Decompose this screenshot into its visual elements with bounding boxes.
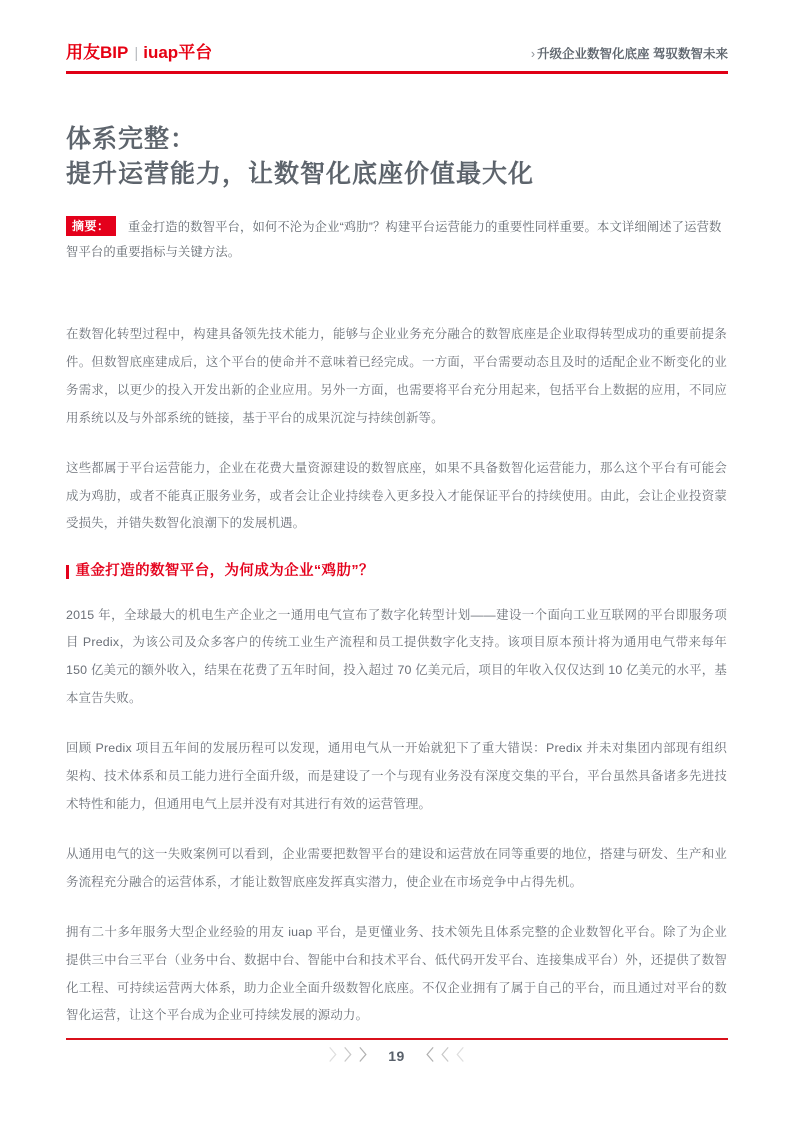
header-tagline-text: 升级企业数智化底座 驾驭数智未来 <box>537 47 728 61</box>
brand-logo <box>66 44 212 61</box>
chevron-left-icon: 〈 <box>433 1047 449 1064</box>
heading-bar-icon <box>66 565 69 579</box>
header-tagline <box>531 48 728 61</box>
page-title <box>66 122 736 191</box>
page-number: 19 <box>388 1047 405 1064</box>
abstract-block <box>66 215 732 265</box>
logo-primary-text: 用友BIP <box>66 43 129 62</box>
page-title-line-1: 体系完整： <box>66 125 197 153</box>
chevron-right-icon: 〉 <box>329 1047 345 1064</box>
footer-divider <box>66 1038 728 1040</box>
body-paragraph: 从通用电气的这一失败案例可以看到，企业需要把数智平台的建设和运营放在同等重要的地位，搭建与研发、生产和业务流程充分融合的运营体系，才能让数智底座发挥真实潜力，使企业在市场竞争中占得先机。 <box>66 846 727 889</box>
article-body <box>66 321 727 1052</box>
logo-separator-icon: | <box>134 45 139 62</box>
abstract-label-badge: 摘要： <box>66 216 116 236</box>
body-paragraph: 这些都属于平台运营能力，企业在花费大量资源建设的数智底座，如果不具备数智化运营能力，那么这个平台有可能会成为鸡肋，或者不能真正服务业务，或者会让企业持续卷入更多投入才能保证平台的持续使用。由此，会让企业投资蒙受损失，并错失数智化浪潮下的发展机遇。 <box>66 460 727 531</box>
chevron-right-icon: › <box>530 47 536 61</box>
page-title-line-2: 提升运营能力，让数智化底座价值最大化 <box>66 159 535 188</box>
chevron-right-icon: 〉 <box>359 1047 375 1064</box>
chevron-right-group-icon <box>329 1048 374 1063</box>
body-paragraph: 2015 年，全球最大的机电生产企业之一通用电气宣布了数字化转型计划——建设一个面向工业互联网的平台即服务项目 Predix，为该公司及众多客户的传统工业生产流程和员工提供数字化支持。该项目原本预计将为通用电气带来每年 150 亿美元的额外收入，结果在花费了五年时间，投入超过 70 亿美元后，项目的年收入仅仅达到 10 亿美元的水平，基本宣告失败。 <box>66 607 727 706</box>
chevron-left-icon: 〈 <box>448 1047 464 1064</box>
page-footer <box>0 1048 793 1063</box>
logo-secondary-text: iuap平台 <box>143 43 213 62</box>
chevron-left-group-icon <box>419 1048 464 1063</box>
body-paragraph: 回顾 Predix 项目五年间的发展历程可以发现，通用电气从一开始就犯下了重大错误：Predix 并未对集团内部现有组织架构、技术体系和员工能力进行全面升级，而是建设了一个与现有业务没有深度交集的平台，平台虽然具备诸多先进技术特性和能力，但通用电气上层并没有对其进行有效的运营管理。 <box>66 741 727 811</box>
header-divider <box>66 71 728 74</box>
body-paragraph: 在数智化转型过程中，构建具备领先技术能力，能够与企业业务充分融合的数智底座是企业取得转型成功的重要前提条件。但数智底座建成后，这个平台的使命并不意味着已经完成。一方面，平台需要动态且及时的适配企业不断变化的业务需求，以更少的投入开发出新的企业应用。另外一方面，也需要将平台充分用起来，包括平台上数据的应用，不同应用系统以及与外部系统的链接，基于平台的成果沉淀与持续创新等。 <box>66 327 727 425</box>
body-paragraph: 拥有二十多年服务大型企业经验的用友 iuap 平台，是更懂业务、技术领先且体系完整的企业数智化平台。除了为企业提供三中台三平台（业务中台、数据中台、智能中台和技术平台、低代码开发平台、连接集成平台）外，还提供了数智化工程、可持续运营两大体系，助力企业全面升级数智化底座。不仅企业拥有了属于自己的平台，而且通过对平台的数智化运营，让这个平台成为企业可持续发展的源动力。 <box>66 924 727 1023</box>
chevron-right-icon: 〉 <box>344 1047 360 1064</box>
section-heading <box>66 560 727 583</box>
section-heading-text: 重金打造的数智平台，为何成为企业“鸡肋”？ <box>75 563 374 580</box>
abstract-text: 重金打造的数智平台，如何不沦为企业“鸡肋”？构建平台运营能力的重要性同样重要。本文详细阐述了运营数智平台的重要指标与关键方法。 <box>66 220 722 260</box>
chevron-left-icon: 〈 <box>418 1047 434 1064</box>
